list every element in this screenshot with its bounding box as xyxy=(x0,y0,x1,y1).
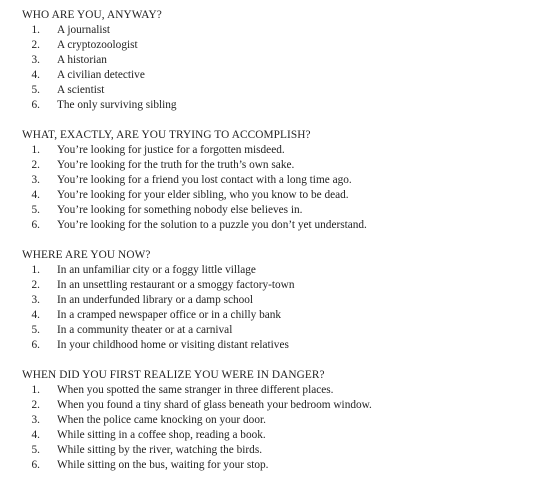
item-text: A cryptozoologist xyxy=(57,39,138,51)
list-item xyxy=(22,263,534,278)
item-text: You’re looking for something nobody else believes in. xyxy=(57,204,303,216)
list-item xyxy=(22,23,534,38)
list-item xyxy=(22,383,534,398)
item-text: You’re looking for your elder sibling, who you know to be dead. xyxy=(57,189,349,201)
item-text: A journalist xyxy=(57,24,111,36)
section-where-now xyxy=(22,248,534,353)
item-text: When you found a tiny shard of glass beneath your bedroom window. xyxy=(57,399,372,411)
list-item xyxy=(22,53,534,68)
item-number: 2. xyxy=(31,399,40,411)
item-text: In an unsettling restaurant or a smoggy factory-town xyxy=(57,279,295,291)
list-item xyxy=(22,188,534,203)
item-number: 4. xyxy=(31,309,40,321)
item-text: A civilian detective xyxy=(57,69,145,81)
list-item xyxy=(22,38,534,53)
item-number: 2. xyxy=(31,159,40,171)
item-number: 5. xyxy=(31,204,40,216)
document-page xyxy=(22,8,534,488)
item-number: 1. xyxy=(31,264,40,276)
item-number: 1. xyxy=(31,384,40,396)
section-heading: WHERE ARE YOU NOW? xyxy=(22,249,151,261)
list-item xyxy=(22,413,534,428)
item-text: The only surviving sibling xyxy=(57,99,177,111)
list-item xyxy=(22,98,534,113)
item-number: 3. xyxy=(31,54,40,66)
item-number: 3. xyxy=(31,294,40,306)
item-number: 4. xyxy=(31,69,40,81)
item-text: In a cramped newspaper office or in a chilly bank xyxy=(57,309,282,321)
section-when-danger xyxy=(22,368,534,473)
item-text: You’re looking for a friend you lost contact with a long time ago. xyxy=(57,174,352,186)
list-item xyxy=(22,293,534,308)
item-text: While sitting on the bus, waiting for your stop. xyxy=(57,459,269,471)
section-heading: WHEN DID YOU FIRST REALIZE YOU WERE IN DANGER? xyxy=(22,369,325,381)
item-number: 3. xyxy=(31,414,40,426)
item-number: 6. xyxy=(31,339,40,351)
item-number: 1. xyxy=(31,144,40,156)
item-number: 6. xyxy=(31,219,40,231)
item-number: 6. xyxy=(31,99,40,111)
item-number: 1. xyxy=(31,24,40,36)
item-text: While sitting by the river, watching the birds. xyxy=(57,444,263,456)
list-item xyxy=(22,158,534,173)
numbered-list xyxy=(22,23,534,113)
item-text: You’re looking for the truth for the truth’s own sake. xyxy=(57,159,295,171)
list-item xyxy=(22,443,534,458)
section-heading: WHAT, EXACTLY, ARE YOU TRYING TO ACCOMPLISH? xyxy=(22,129,311,141)
item-number: 5. xyxy=(31,84,40,96)
item-text: A historian xyxy=(57,54,107,66)
list-item xyxy=(22,173,534,188)
list-item xyxy=(22,338,534,353)
item-text: You’re looking for justice for a forgotten misdeed. xyxy=(57,144,285,156)
numbered-list xyxy=(22,143,534,233)
item-text: When the police came knocking on your door. xyxy=(57,414,266,426)
item-text: When you spotted the same stranger in three different places. xyxy=(57,384,334,396)
numbered-list xyxy=(22,263,534,353)
list-item xyxy=(22,278,534,293)
list-item xyxy=(22,203,534,218)
item-text: You’re looking for the solution to a puzzle you don’t yet understand. xyxy=(57,219,367,231)
list-item xyxy=(22,398,534,413)
item-number: 4. xyxy=(31,189,40,201)
item-number: 3. xyxy=(31,174,40,186)
list-item xyxy=(22,428,534,443)
list-item xyxy=(22,323,534,338)
item-number: 6. xyxy=(31,459,40,471)
item-number: 2. xyxy=(31,279,40,291)
item-number: 5. xyxy=(31,324,40,336)
item-text: In your childhood home or visiting distant relatives xyxy=(57,339,289,351)
item-number: 4. xyxy=(31,429,40,441)
numbered-list xyxy=(22,383,534,473)
item-text: A scientist xyxy=(57,84,105,96)
item-text: In an unfamiliar city or a foggy little village xyxy=(57,264,256,276)
list-item xyxy=(22,458,534,473)
list-item xyxy=(22,83,534,98)
section-who-are-you xyxy=(22,8,534,113)
item-text: In an underfunded library or a damp school xyxy=(57,294,254,306)
section-heading: WHO ARE YOU, ANYWAY? xyxy=(22,9,162,21)
list-item xyxy=(22,218,534,233)
list-item xyxy=(22,143,534,158)
section-what-accomplish xyxy=(22,128,534,233)
list-item xyxy=(22,68,534,83)
item-text: In a community theater or at a carnival xyxy=(57,324,233,336)
item-text: While sitting in a coffee shop, reading a book. xyxy=(57,429,266,441)
list-item xyxy=(22,308,534,323)
item-number: 2. xyxy=(31,39,40,51)
item-number: 5. xyxy=(31,444,40,456)
